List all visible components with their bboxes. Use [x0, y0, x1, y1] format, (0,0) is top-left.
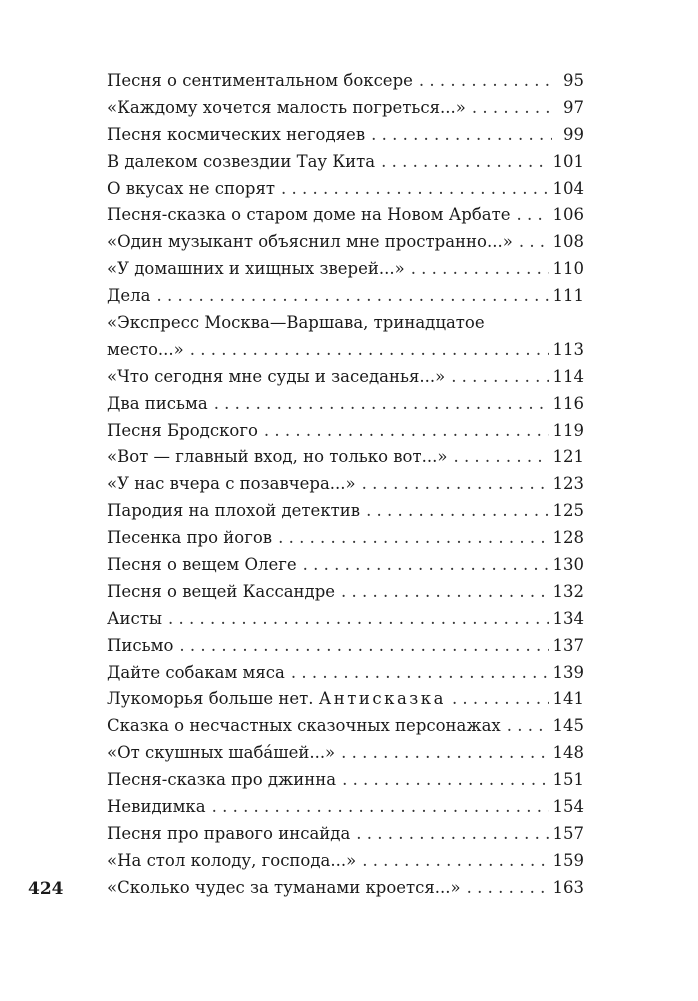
toc-entry-page: 134: [552, 608, 584, 628]
toc-entry: [107, 552, 584, 579]
dot-leader: [362, 848, 548, 875]
toc-entry-title: Песня про правого инсайда: [107, 823, 351, 843]
toc-entry-title: место...»: [107, 339, 184, 359]
toc-entry-page: 97: [563, 97, 584, 117]
toc-entry-page: 108: [552, 232, 584, 252]
toc-entry-title: Два письма: [107, 393, 208, 413]
toc-entry-title-line1: «Экспресс Москва—Варшава, тринадцатое: [107, 313, 485, 333]
dot-leader: [168, 606, 549, 633]
toc-entry: [107, 444, 584, 471]
toc-entry-title: «От скушных шабáшей...»: [107, 743, 336, 763]
toc-entry: [107, 471, 584, 498]
dot-leader: [190, 337, 549, 364]
toc-entry-title: Песня Бродского: [107, 420, 258, 440]
toc-entry-title: Пародия на плохой детектив: [107, 501, 361, 521]
dot-leader: [264, 418, 549, 445]
toc-entry: [107, 229, 584, 256]
dot-leader: [371, 122, 552, 149]
toc-entry-page: 139: [552, 662, 584, 682]
toc-entry-page: 141: [552, 689, 584, 709]
dot-leader: [342, 767, 548, 794]
toc-entry-page: 116: [552, 393, 584, 413]
toc-entry: [107, 794, 584, 821]
toc-entry-page: 114: [552, 366, 584, 386]
table-of-contents: [107, 68, 584, 902]
toc-entry-page: 125: [552, 501, 584, 521]
toc-entry: [107, 525, 584, 552]
toc-entry-page: 99: [563, 124, 584, 144]
toc-entry-title: «У домашних и хищных зверей...»: [107, 259, 405, 279]
toc-entry: [107, 337, 584, 364]
toc-entry-page: 145: [552, 716, 584, 736]
toc-entry-title: «Сколько чудес за туманами кроется...»: [107, 877, 461, 897]
page-number: 424: [28, 879, 64, 899]
toc-entry-page: 151: [552, 770, 584, 790]
dot-leader: [451, 364, 548, 391]
dot-leader: [291, 660, 549, 687]
toc-entry: [107, 95, 584, 122]
dot-leader: [519, 229, 549, 256]
dot-leader: [472, 95, 552, 122]
toc-entry-page: 113: [552, 339, 584, 359]
toc-entry: [107, 498, 584, 525]
toc-entry-page: 101: [552, 151, 584, 171]
dot-leader: [303, 552, 549, 579]
toc-entry-title: [107, 686, 446, 713]
toc-entry-title: Песня-сказка о старом доме на Новом Арбате: [107, 205, 511, 225]
toc-entry-page: 148: [552, 743, 584, 763]
toc-entry-title: В далеком созвездии Тау Кита: [107, 151, 376, 171]
toc-entry: [107, 283, 584, 310]
toc-entry: [107, 202, 584, 229]
toc-entry-title: «Каждому хочется малость погреться...»: [107, 97, 466, 117]
dot-leader: [381, 149, 548, 176]
toc-entry-title: «У нас вчера с позавчера...»: [107, 474, 356, 494]
toc-entry: [107, 391, 584, 418]
toc-entry-title: Песня о вещей Кассандре: [107, 581, 336, 601]
toc-entry-page: 110: [552, 259, 584, 279]
toc-entry-title: Песня о сентиментальном боксере: [107, 70, 413, 90]
dot-leader: [179, 633, 548, 660]
toc-entry-title: Песня космических негодяев: [107, 124, 366, 144]
dot-leader: [467, 875, 549, 902]
dot-leader: [278, 525, 548, 552]
toc-entry: [107, 579, 584, 606]
dot-leader: [214, 391, 549, 418]
dot-leader: [157, 283, 549, 310]
toc-entry-title: Песня-сказка про джинна: [107, 770, 337, 790]
toc-entry-page: 130: [552, 555, 584, 575]
toc-entry-title: Дела: [107, 286, 151, 306]
toc-entry-page: 154: [552, 797, 584, 817]
toc-entry-title: О вкусах не спорят: [107, 178, 275, 198]
toc-entry-page: 95: [563, 70, 584, 90]
toc-entry: [107, 821, 584, 848]
toc-entry-title: Песня о вещем Олеге: [107, 555, 297, 575]
toc-entry: [107, 875, 584, 902]
toc-entry-title: Невидимка: [107, 797, 206, 817]
toc-entry: [107, 767, 584, 794]
toc-entry-page: 137: [552, 635, 584, 655]
toc-entry-page: 128: [552, 528, 584, 548]
toc-entry: [107, 122, 584, 149]
toc-entry-page: 123: [552, 474, 584, 494]
toc-entry-page: 159: [552, 850, 584, 870]
toc-entry-title: Сказка о несчастных сказочных персонажах: [107, 716, 501, 736]
dot-leader: [517, 202, 549, 229]
toc-entry-subtitle-spaced: Антисказка: [318, 689, 446, 709]
toc-entry-title: Письмо: [107, 635, 174, 655]
dot-leader: [356, 821, 548, 848]
toc-entry: [107, 686, 584, 713]
dot-leader: [366, 498, 548, 525]
dot-leader: [362, 471, 549, 498]
dot-leader: [281, 176, 549, 203]
toc-entry-title: «Вот — главный вход, но только вот...»: [107, 447, 448, 467]
dot-leader: [507, 713, 549, 740]
dot-leader: [212, 794, 549, 821]
toc-entry-page: 104: [552, 178, 584, 198]
toc-entry-page: 121: [552, 447, 584, 467]
toc-entry: [107, 740, 584, 767]
toc-entry-title: Дайте собакам мяса: [107, 662, 285, 682]
toc-entry-page: 163: [552, 877, 584, 897]
toc-entry-title: «Что сегодня мне суды и заседанья...»: [107, 366, 446, 386]
toc-entry: [107, 418, 584, 445]
toc-entry-page: 157: [552, 823, 584, 843]
dot-leader: [341, 740, 548, 767]
toc-entry-title-main: Лукоморья больше нет.: [107, 689, 314, 709]
toc-entry: [107, 68, 584, 95]
toc-entry: [107, 256, 584, 283]
toc-entry-page: 106: [552, 205, 584, 225]
toc-entry-page: 111: [552, 286, 584, 306]
dot-leader: [341, 579, 548, 606]
toc-entry: [107, 633, 584, 660]
toc-entry: [107, 713, 584, 740]
toc-entry: [107, 176, 584, 203]
toc-entry-title: «На стол колоду, господа...»: [107, 850, 357, 870]
dot-leader: [419, 68, 552, 95]
toc-entry: [107, 606, 584, 633]
dot-leader: [411, 256, 549, 283]
dot-leader: [452, 686, 549, 713]
toc-entry-title: «Один музыкант объяснил мне пространно...»: [107, 232, 513, 252]
dot-leader: [453, 444, 548, 471]
toc-entry: [107, 848, 584, 875]
toc-entry-page: 132: [552, 581, 584, 601]
toc-entry-title: Аисты: [107, 608, 162, 628]
toc-entry-page: 119: [552, 420, 584, 440]
toc-entry: [107, 660, 584, 687]
toc-entry-title: Песенка про йогов: [107, 528, 273, 548]
toc-entry: [107, 364, 584, 391]
toc-entry: [107, 149, 584, 176]
